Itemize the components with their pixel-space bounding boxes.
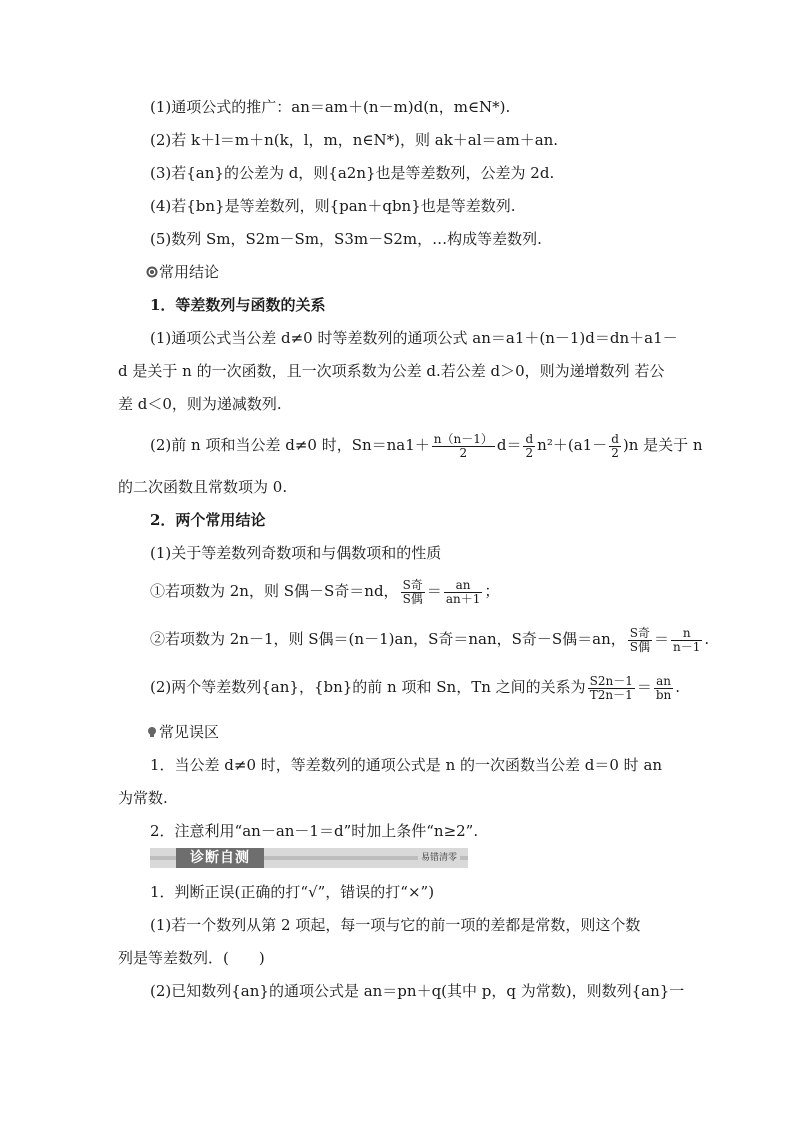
lightbulb-icon: [146, 726, 158, 738]
self-test-item-2: (2)已知数列{an}的通项公式是 an＝pn＋q(其中 p，q 为常数)，则数列{an}一: [150, 982, 685, 1000]
mistake-1a: 1．当公差 d≠0 时，等差数列的通项公式是 n 的一次函数当公差 d＝0 时 an: [150, 756, 663, 774]
case-1-fraction-2-den: an＋1: [445, 591, 481, 606]
case-1-fraction-1: [401, 579, 425, 606]
sum-fraction-1-num: n（n－1）: [433, 431, 493, 446]
common-mistakes-title: 常见误区: [159, 723, 220, 741]
case-2-suffix: .: [704, 630, 710, 648]
conclusion-para-2b: 的二次函数且常数项为 0.: [118, 478, 288, 496]
banner-tab-label: 诊断自测: [176, 848, 264, 868]
relation-prefix: (2)两个等差数列{an}，{bn}的前 n 项和 Sn，Tn 之间的关系为: [150, 678, 586, 696]
sum-fraction-2-num: d: [525, 431, 534, 446]
case-1-fraction-2: [444, 579, 483, 606]
case-2-prefix: ②若项数为 2n－1，则 S偶＝(n－1)an，S奇＝nan，S奇－S偶＝an，: [150, 630, 626, 648]
mistake-1b: 为常数.: [118, 789, 168, 807]
sum-formula-mid: d＝: [496, 436, 522, 454]
conclusion-para-1c: 差 d＜0，则为递减数列.: [118, 395, 282, 413]
mistake-2: 2．注意利用“an－an－1＝d”时加上条件“n≥2”.: [150, 822, 479, 840]
conclusion-para-2: [150, 430, 703, 460]
case-1-equals: ＝: [426, 582, 442, 600]
sum-fraction-1-den: 2: [459, 445, 468, 460]
two-sequences-relation: [150, 672, 680, 702]
relation-equals: ＝: [636, 678, 652, 696]
case-2-fraction-1-den: S偶: [629, 639, 651, 654]
relation-fraction-1-num: S2n－1: [589, 673, 633, 688]
relation-fraction-2: [654, 675, 673, 702]
case-1-prefix: ①若项数为 2n，则 S偶－S奇＝nd，: [150, 582, 399, 600]
odd-even-heading: (1)关于等差数列奇数项和与偶数项和的性质: [150, 544, 442, 562]
relation-fraction-1: [588, 675, 635, 702]
sum-formula-mid2: n²＋(a1－: [537, 436, 608, 454]
target-circle-icon: [146, 266, 158, 278]
formula-line-2: (2)若 k＋l＝m＋n(k，l，m，n∈N*)，则 ak＋al＝am＋an.: [150, 131, 559, 149]
sum-fraction-3-num: d: [611, 431, 619, 446]
conclusion-heading-1: 1．等差数列与函数的关系: [150, 296, 326, 314]
case-2-fraction-2-den: n－1: [673, 639, 701, 654]
formula-line-3: (3)若{an}的公差为 d，则{a2n}也是等差数列，公差为 2d.: [150, 164, 555, 182]
sum-formula-prefix: (2)前 n 项和当公差 d≠0 时，Sn＝na1＋: [150, 436, 430, 454]
self-test-item-1b: 列是等差数列．( ): [118, 949, 265, 967]
case-1-suffix: ；: [484, 582, 500, 600]
relation-fraction-2-den: bn: [655, 687, 672, 702]
self-test-item-1a: (1)若一个数列从第 2 项起，每一项与它的前一项的差都是常数，则这个数: [150, 916, 641, 934]
case-2-fraction-2: [671, 627, 702, 654]
case-2-fraction-1: [628, 627, 652, 654]
sum-formula-post: )n 是关于 n: [622, 436, 703, 454]
conclusion-para-1b: d 是关于 n 的一次函数，且一次项系数为公差 d.若公差 d＞0，则为递增数列 若公: [118, 362, 665, 380]
sum-fraction-2: [523, 433, 535, 460]
common-conclusions-heading: [146, 262, 219, 282]
common-mistakes-heading: [146, 722, 219, 742]
sum-fraction-1: [432, 433, 495, 460]
self-test-banner: [150, 848, 468, 868]
sum-fraction-3-den: 2: [611, 445, 619, 460]
relation-fraction-2-num: an: [654, 675, 673, 689]
sum-fraction-2-den: 2: [525, 445, 534, 460]
conclusion-para-1a: (1)通项公式当公差 d≠0 时等差数列的通项公式 an＝a1＋(n－1)d＝dn＋a1－: [150, 329, 678, 347]
formula-line-1: (1)通项公式的推广：an＝am＋(n－m)d(n，m∈N*).: [150, 98, 511, 116]
case-1-fraction-2-num: an: [444, 579, 483, 593]
case-2-fraction-2-num: n: [671, 627, 702, 641]
self-test-question-1: 1．判断正误(正确的打“√”，错误的打“×”): [150, 883, 435, 901]
case-1-fraction-1-den: S偶: [402, 591, 423, 606]
banner-right-label: 易错清零: [418, 851, 460, 865]
formula-line-5: (5)数列 Sm，S2m－Sm，S3m－S2m，…构成等差数列.: [150, 230, 542, 248]
case-2-fraction-1-num: S奇: [629, 625, 651, 640]
relation-suffix: .: [675, 678, 681, 696]
odd-even-case-1: [150, 576, 499, 606]
common-conclusions-title: 常用结论: [159, 263, 220, 281]
formula-line-4: (4)若{bn}是等差数列，则{pan＋qbn}也是等差数列.: [150, 197, 516, 215]
relation-fraction-1-den: T2n－1: [589, 687, 633, 702]
sum-fraction-3: [609, 433, 621, 460]
odd-even-case-2: [150, 624, 709, 654]
case-1-fraction-1-num: S奇: [402, 577, 423, 592]
case-2-equals: ＝: [654, 630, 670, 648]
conclusion-heading-2: 2．两个常用结论: [150, 511, 266, 529]
